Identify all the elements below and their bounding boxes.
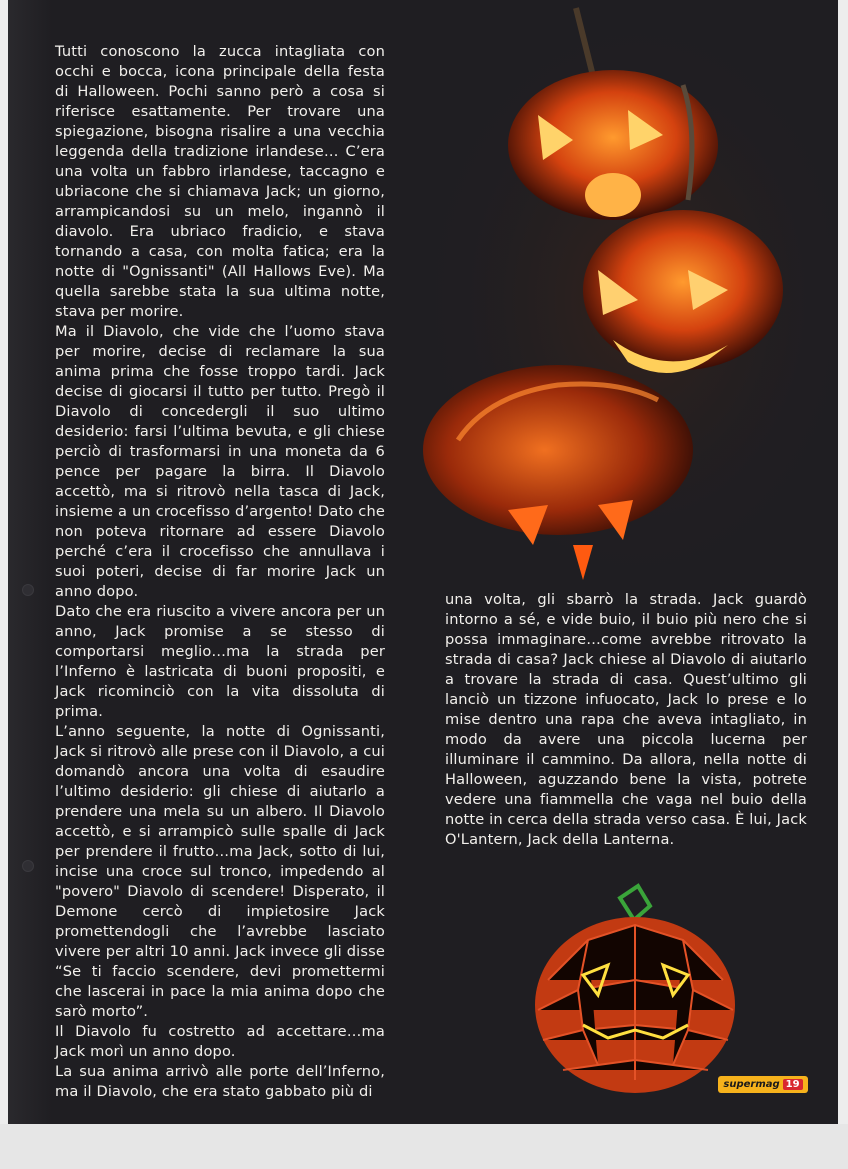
magazine-page-badge: [718, 1076, 808, 1093]
article-paragraph: Tutti conoscono la zucca intagliata con occhi e bocca, icona principale della festa di Halloween. Pochi sanno però a cosa si riferisce esattamente. Per trovare una spiegazione, bisogna risalire a una vecchia leggenda della tradizione irlandese… C’era una volta un fabbro irlandese, taccagno e ubriacone che si chiamava Jack; un giorno, arrampicandosi su un melo, ingannò il diavolo. Era ubriaco fradicio, e stava tornando a casa, con molta fatica; era la notte di "Ognissanti" (All Hallows Eve). Ma quella sarebbe stata la sua ultima notte, stava per morire.: [55, 43, 385, 320]
left-text-column: [55, 42, 385, 1102]
article-paragraph: Ma il Diavolo, che vide che l’uomo stava per morire, decise di reclamare la sua anima prima che fosse troppo tardi. Jack decise di giocarsi il tutto per tutto. Pregò il Diavolo di concedergli il suo ultimo desiderio: farsi l’ultima bevuta, e gli chiese perciò di trasformarsi in una moneta da 6 pence per pagare la birra. Il Diavolo accettò, ma si ritrovò nella tasca di Jack, insieme a un crocefisso d’argento! Dato che non poteva ritornare ad essere Diavolo perché c’era il crocefisso che annullava i suoi poteri, decise di far morire Jack un anno dopo.: [55, 323, 385, 600]
page-number: 19: [783, 1079, 803, 1090]
article-paragraph: Il Diavolo fu costretto ad accettare…ma Jack morì un anno dopo.: [55, 1023, 385, 1060]
page-fold-shadow: [8, 0, 52, 1124]
magazine-page: [8, 0, 838, 1124]
right-text-column: [445, 590, 807, 850]
binding-hole: [22, 860, 34, 872]
article-paragraph: L’anno seguente, la notte di Ognissanti, Jack si ritrovò alle prese con il Diavolo, a cui domandò ancora una volta di esaudire l’ultimo desiderio: gli chiese di aiutarlo a prendere una mela su un albero. Il Diavolo accettò, e si arrampicò sulle spalle di Jack per prendere il frutto…ma Jack, sotto di lui, incise una croce sul tronco, impedendo al "povero" Diavolo di scendere! Disperato, il Demone cercò di impietosire Jack promettendogli che l’avrebbe lasciato vivere per altri 10 anni. Jack invece gli disse “Se ti faccio scendere, devi promettermi che lascerai in pace la mia anima dopo che sarò morto”.: [55, 723, 385, 1020]
article-paragraph: una volta, gli sbarrò la strada. Jack guardò intorno a sé, e vide buio, il buio più nero che si possa immaginare…come avrebbe ritrovato la strada di casa? Jack chiese al Diavolo di aiutarlo a trovare la strada di casa. Quest’ultimo gli lanciò un tizzone infuocato, Jack lo prese e lo mise dentro una rapa che aveva intagliato, in modo da avere una piccola lucerna per illuminare il cammino. Da allora, nella notte di Halloween, aguzzando bene la vista, potrete vedere una fiammella che vaga nel buio della notte in cerca della strada verso casa. È lui, Jack O'Lantern, Jack della Lanterna.: [445, 591, 807, 848]
stacked-jack-o-lanterns-icon: [398, 0, 838, 580]
article-paragraph: La sua anima arrivò alle porte dell’Inferno, ma il Diavolo, che era stato gabbato più di: [55, 1063, 385, 1100]
binding-hole: [22, 584, 34, 596]
magazine-brand: supermag: [723, 1079, 780, 1090]
article-paragraph: Dato che era riuscito a vivere ancora per un anno, Jack promise a se stesso di comportarsi meglio…ma la strada per l’Inferno è lastricata di buoni propositi, e Jack ricominciò con la vita dissoluta di prima.: [55, 603, 385, 720]
scan-margin: [0, 1124, 848, 1169]
magnetic-toy-pumpkin-icon: [528, 880, 743, 1100]
